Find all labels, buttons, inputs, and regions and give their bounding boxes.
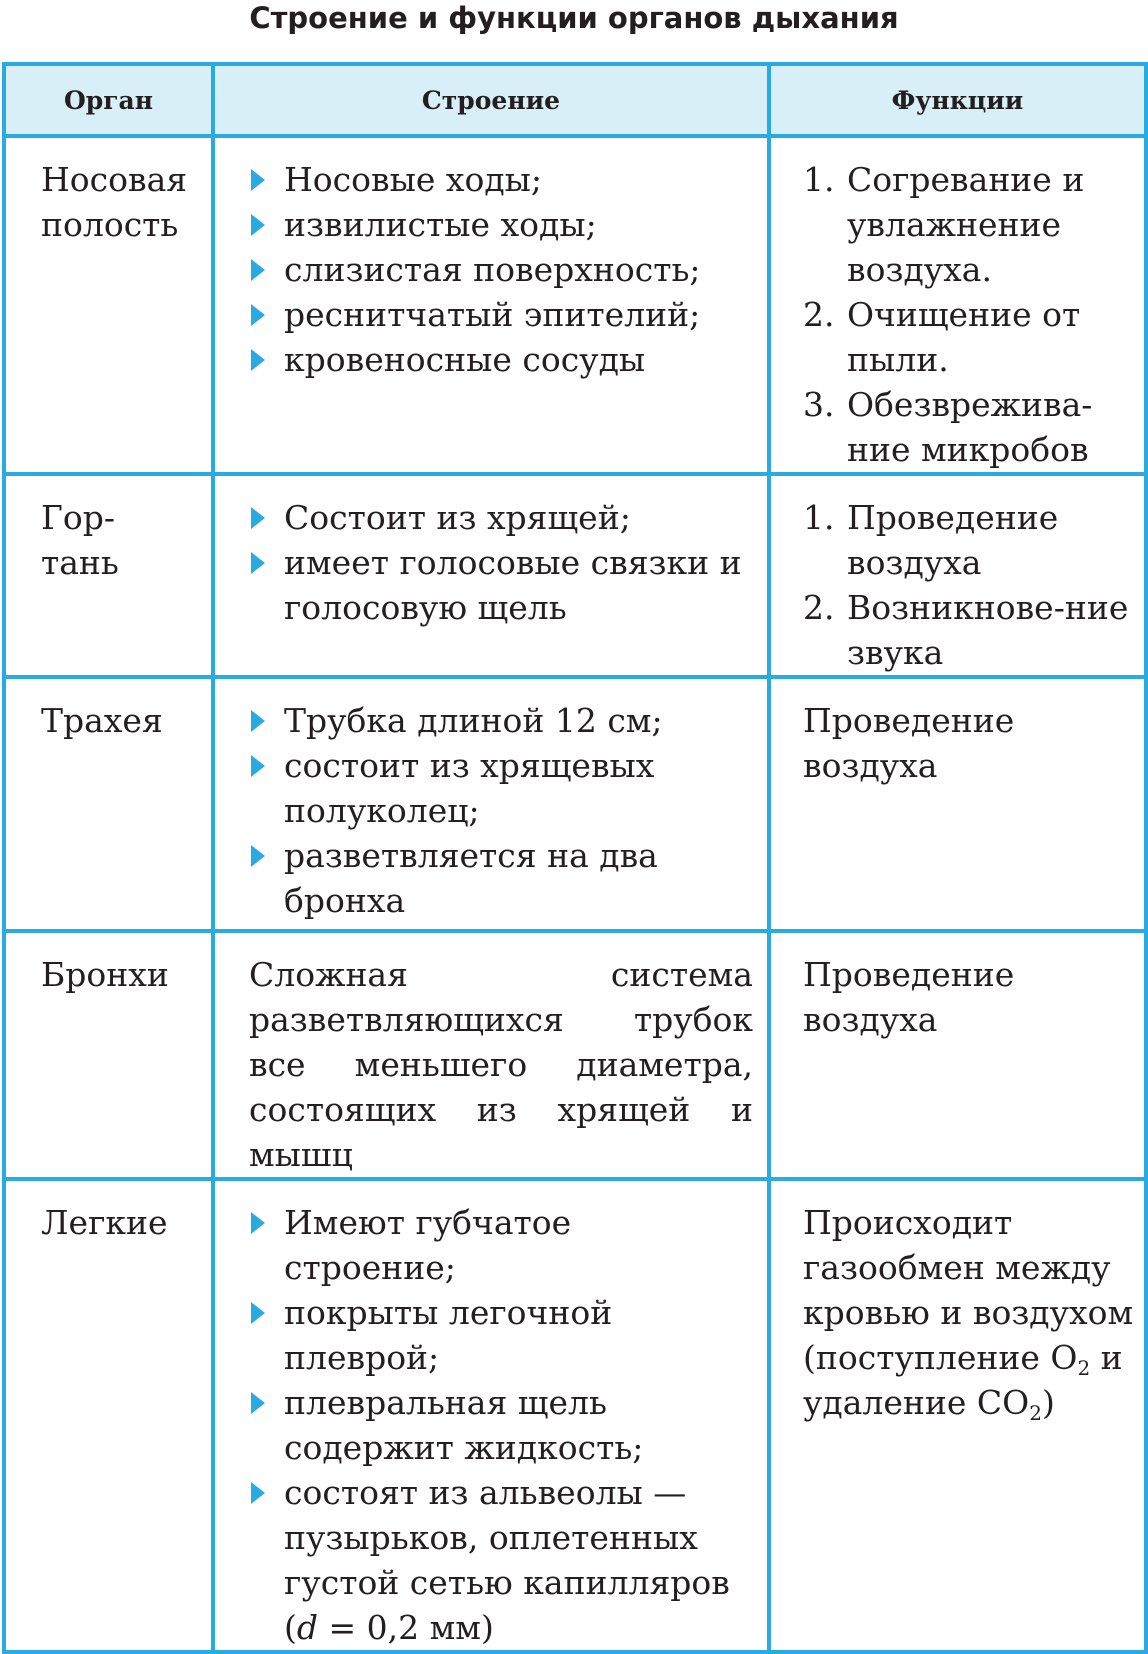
bullet-triangle-icon bbox=[251, 259, 265, 281]
organ-name: Носовая bbox=[41, 160, 188, 199]
functions-cell bbox=[769, 1179, 1146, 1652]
organ-name: тань bbox=[41, 543, 119, 582]
bullet-triangle-icon bbox=[251, 169, 265, 191]
table-row bbox=[4, 931, 1146, 1179]
organ-name: Бронхи bbox=[41, 955, 169, 994]
list-item: плевральная щель содержит жидкость; bbox=[249, 1380, 753, 1470]
structure-cell bbox=[213, 677, 769, 931]
bullet-triangle-icon bbox=[251, 845, 265, 867]
respiratory-organs-table bbox=[2, 62, 1148, 1654]
organ-name: Гор- bbox=[41, 498, 115, 537]
bullet-triangle-icon bbox=[251, 214, 265, 236]
list-item: состоят из альвеолы — пузырьков, оплетенных густой сетью капилляров (d = 0,2 мм) bbox=[249, 1470, 753, 1650]
organ-cell bbox=[4, 474, 213, 677]
structure-cell bbox=[213, 136, 769, 474]
functions-cell bbox=[769, 474, 1146, 677]
functions-text: Проведение воздуха bbox=[803, 701, 1015, 785]
functions-text: Происходит газообмен между кровью и воздухом (поступление $O_2$ и удаление $CO_2$) bbox=[803, 1203, 1134, 1425]
list-item: состоит из хрящевых полуколец; bbox=[249, 743, 753, 833]
functions-cell bbox=[769, 931, 1146, 1179]
bullet-triangle-icon bbox=[251, 552, 265, 574]
subscript: 2 bbox=[1077, 1356, 1091, 1380]
structure-cell bbox=[213, 1179, 769, 1652]
list-item: Трубка длиной 12 см; bbox=[249, 698, 753, 743]
bullet-triangle-icon bbox=[251, 1482, 265, 1504]
header-organ: Орган bbox=[4, 64, 213, 136]
table-row bbox=[4, 1179, 1146, 1652]
numbered-item: 2. Возникнове-ние звука bbox=[803, 588, 1129, 672]
organ-cell bbox=[4, 677, 213, 931]
bullet-triangle-icon bbox=[251, 1302, 265, 1324]
structure-cell bbox=[213, 474, 769, 677]
numbered-item: 1. Проведение воздуха bbox=[803, 498, 1059, 582]
list-item: Имеют губчатое строение; bbox=[249, 1200, 753, 1290]
structure-text: Сложная система разветвляющихся трубок все меньшего диаметра, состоящих из хрящей и мышц bbox=[249, 955, 753, 1174]
list-item: Состоит из хрящей; bbox=[249, 495, 753, 540]
header-functions: Функции bbox=[769, 64, 1146, 136]
subscript: 2 bbox=[1029, 1401, 1042, 1425]
bullet-triangle-icon bbox=[251, 755, 265, 777]
list-item: покрыты легочной плеврой; bbox=[249, 1290, 753, 1380]
list-item: кровеносные сосуды bbox=[249, 337, 753, 382]
organ-cell bbox=[4, 931, 213, 1179]
functions-text: Проведение воздуха bbox=[803, 955, 1015, 1039]
bullet-triangle-icon bbox=[251, 507, 265, 529]
table-row bbox=[4, 677, 1146, 931]
list-item: Носовые ходы; bbox=[249, 157, 753, 202]
numbered-item: 2. Очищение от пыли. bbox=[803, 295, 1081, 379]
list-item: имеет голосовые связки и голосовую щель bbox=[249, 540, 753, 630]
numbered-item: 3. Обезврежива-ние микробов bbox=[803, 385, 1093, 469]
list-item: разветвляется на два бронха bbox=[249, 833, 753, 923]
organ-name: Легкие bbox=[41, 1203, 168, 1242]
list-item: извилистые ходы; bbox=[249, 202, 753, 247]
diameter-symbol: d bbox=[296, 1608, 318, 1647]
list-item: слизистая поверхность; bbox=[249, 247, 753, 292]
functions-cell bbox=[769, 677, 1146, 931]
bullet-triangle-icon bbox=[251, 1212, 265, 1234]
header-structure: Строение bbox=[213, 64, 769, 136]
numbered-item: 1. Согревание и увлажнение воздуха. bbox=[803, 160, 1085, 289]
header-row bbox=[4, 64, 1146, 136]
structure-cell bbox=[213, 931, 769, 1179]
functions-cell bbox=[769, 136, 1146, 474]
table-row bbox=[4, 136, 1146, 474]
bullet-triangle-icon bbox=[251, 349, 265, 371]
organ-name: полость bbox=[41, 205, 179, 244]
bullet-triangle-icon bbox=[251, 1392, 265, 1414]
bullet-triangle-icon bbox=[251, 304, 265, 326]
organ-name: Трахея bbox=[41, 701, 163, 740]
page-title: Строение и функции органов дыхания bbox=[249, 1, 899, 35]
organ-cell bbox=[4, 136, 213, 474]
table-row bbox=[4, 474, 1146, 677]
bullet-triangle-icon bbox=[251, 710, 265, 732]
list-item: реснитчатый эпителий; bbox=[249, 292, 753, 337]
organ-cell bbox=[4, 1179, 213, 1652]
